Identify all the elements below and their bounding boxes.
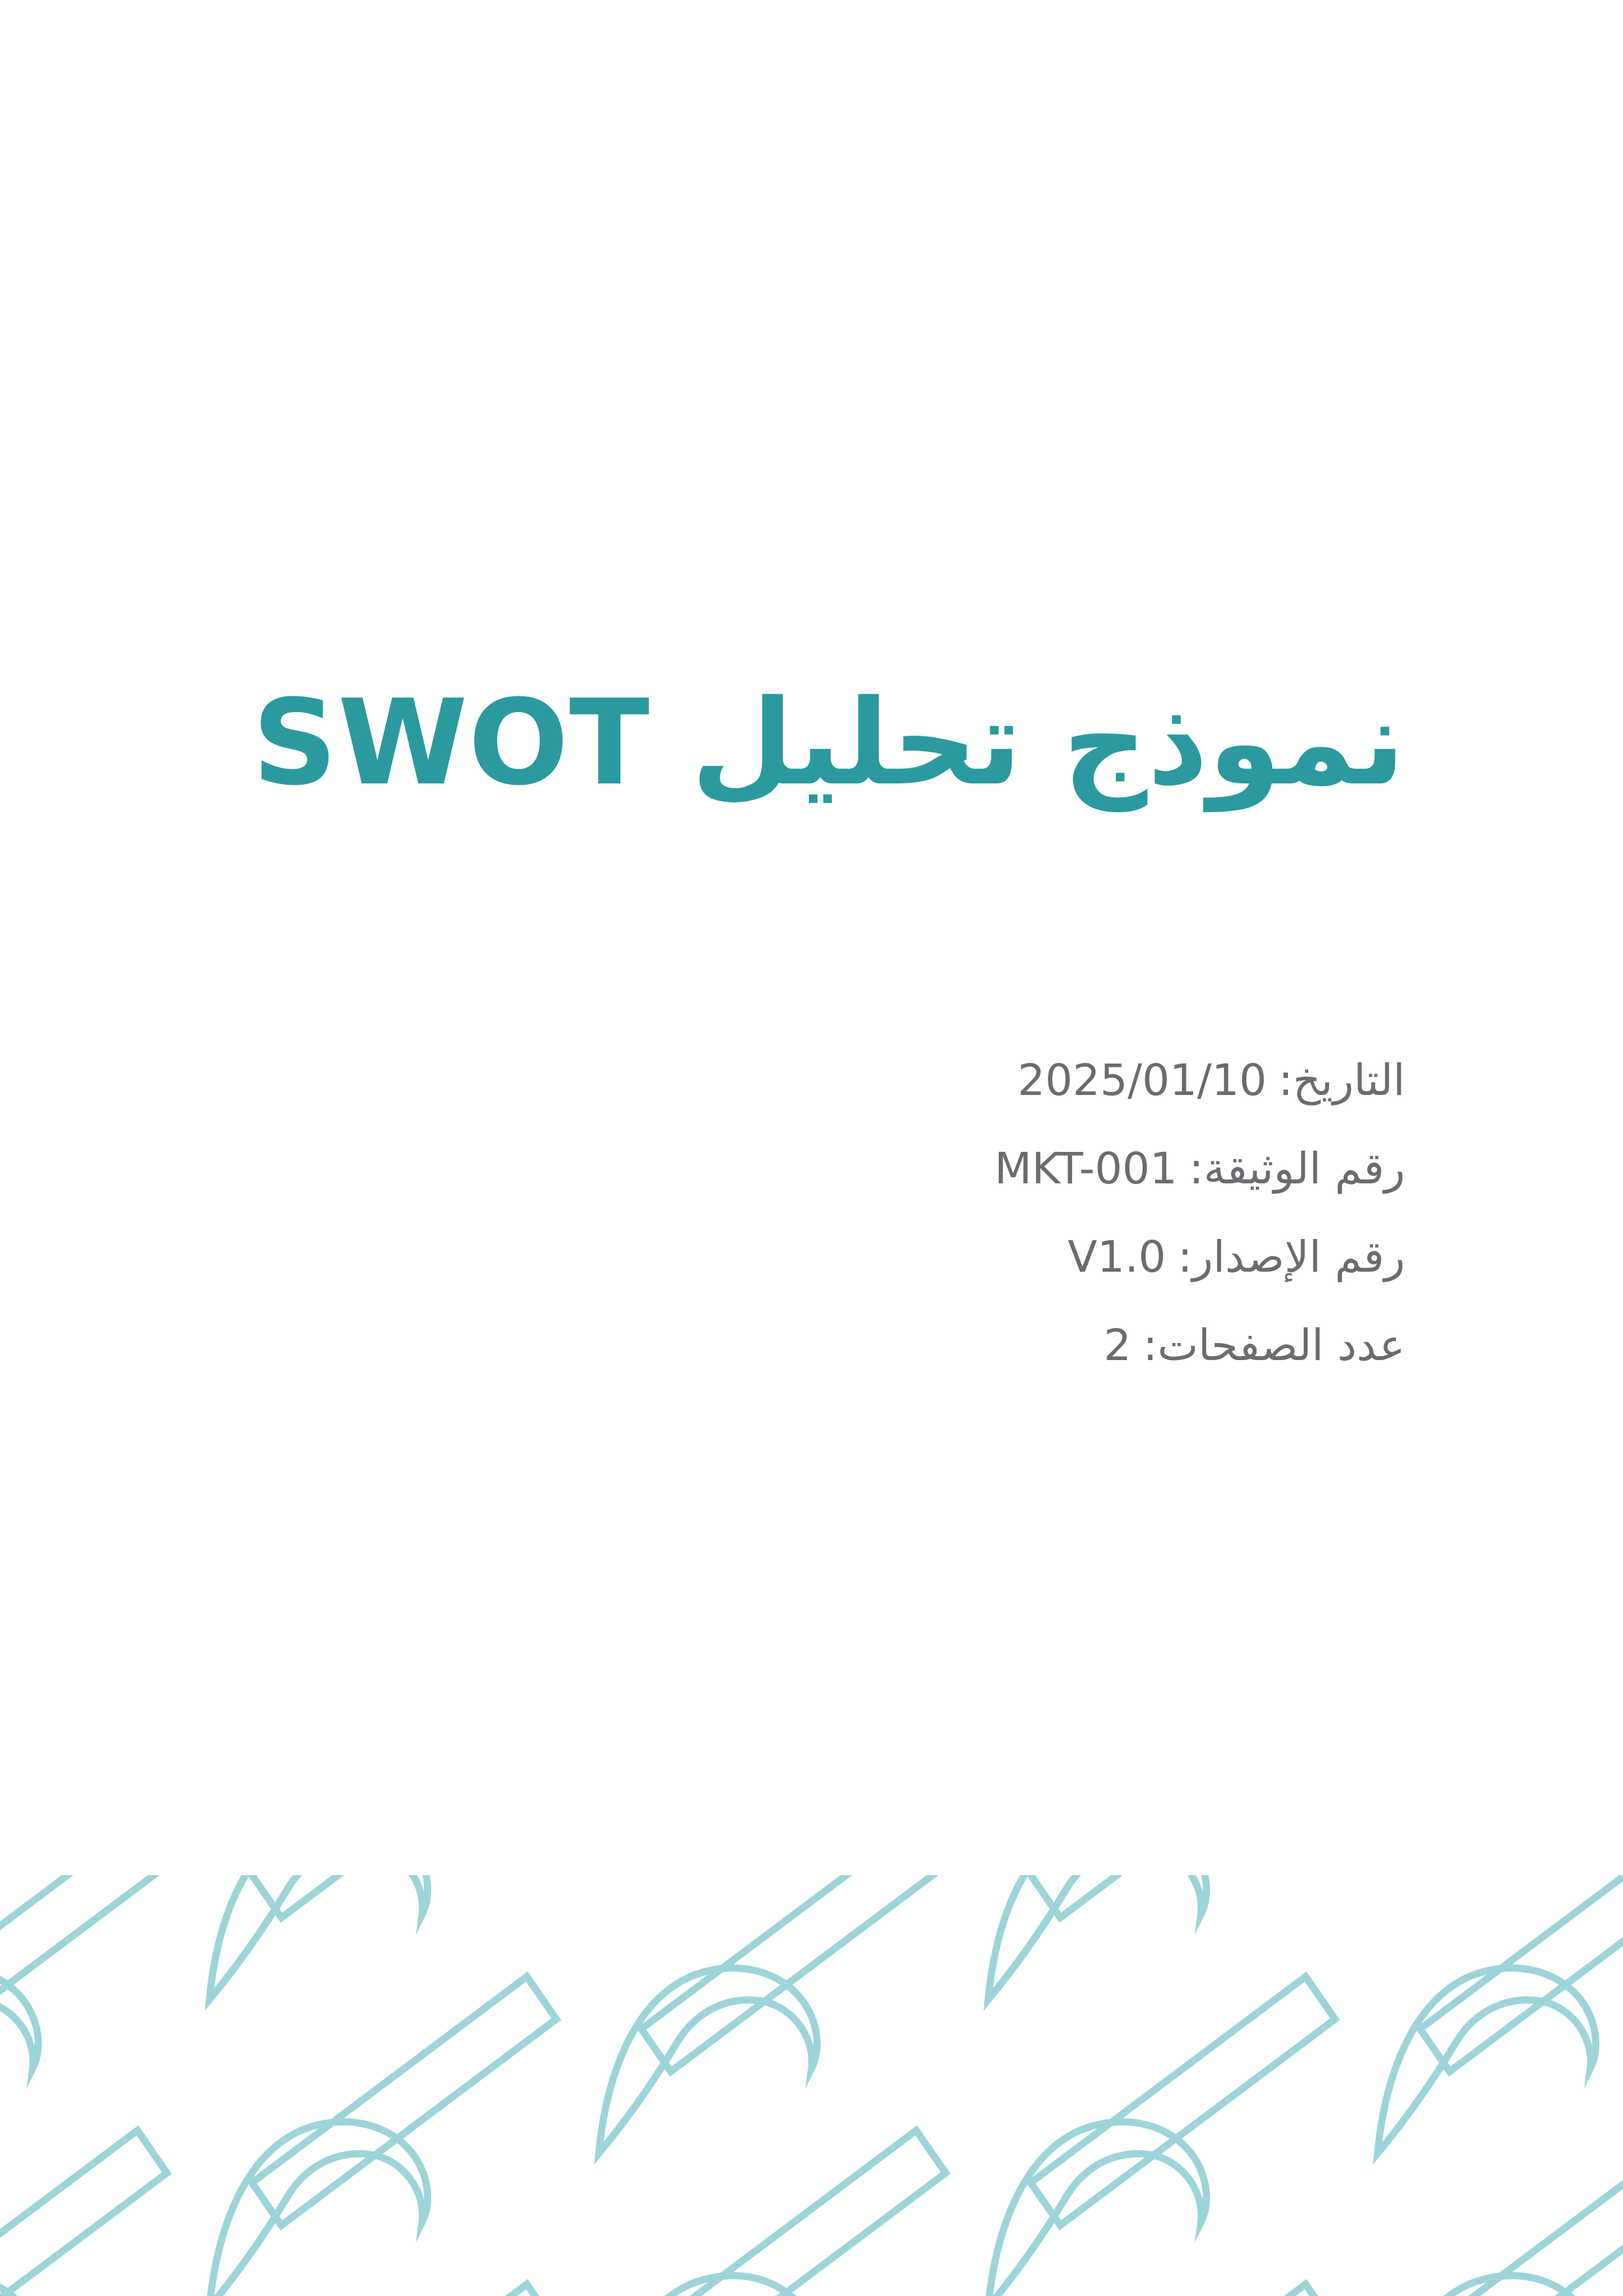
metadata-label: التاريخ: (1278, 1055, 1405, 1105)
metadata-label: رقم الإصدار: (1177, 1232, 1405, 1282)
wave-pattern-decoration (0, 1875, 1623, 2296)
metadata-value: MKT-001 (994, 1143, 1177, 1194)
metadata-value: V1.0 (1067, 1232, 1166, 1282)
metadata-row-version (995, 1213, 1405, 1301)
metadata-value: 2 (1103, 1320, 1132, 1371)
metadata-value: 2025/01/10 (1018, 1055, 1267, 1105)
metadata-label: رقم الوثيقة: (1188, 1143, 1405, 1194)
page-title: نموذج تحليل SWOT (252, 675, 1405, 812)
metadata-row-page-count (995, 1301, 1405, 1390)
metadata-row-document-number (995, 1124, 1405, 1213)
metadata-label: عدد الصفحات: (1143, 1320, 1405, 1371)
document-metadata (995, 1036, 1405, 1390)
metadata-row-date (995, 1036, 1405, 1124)
